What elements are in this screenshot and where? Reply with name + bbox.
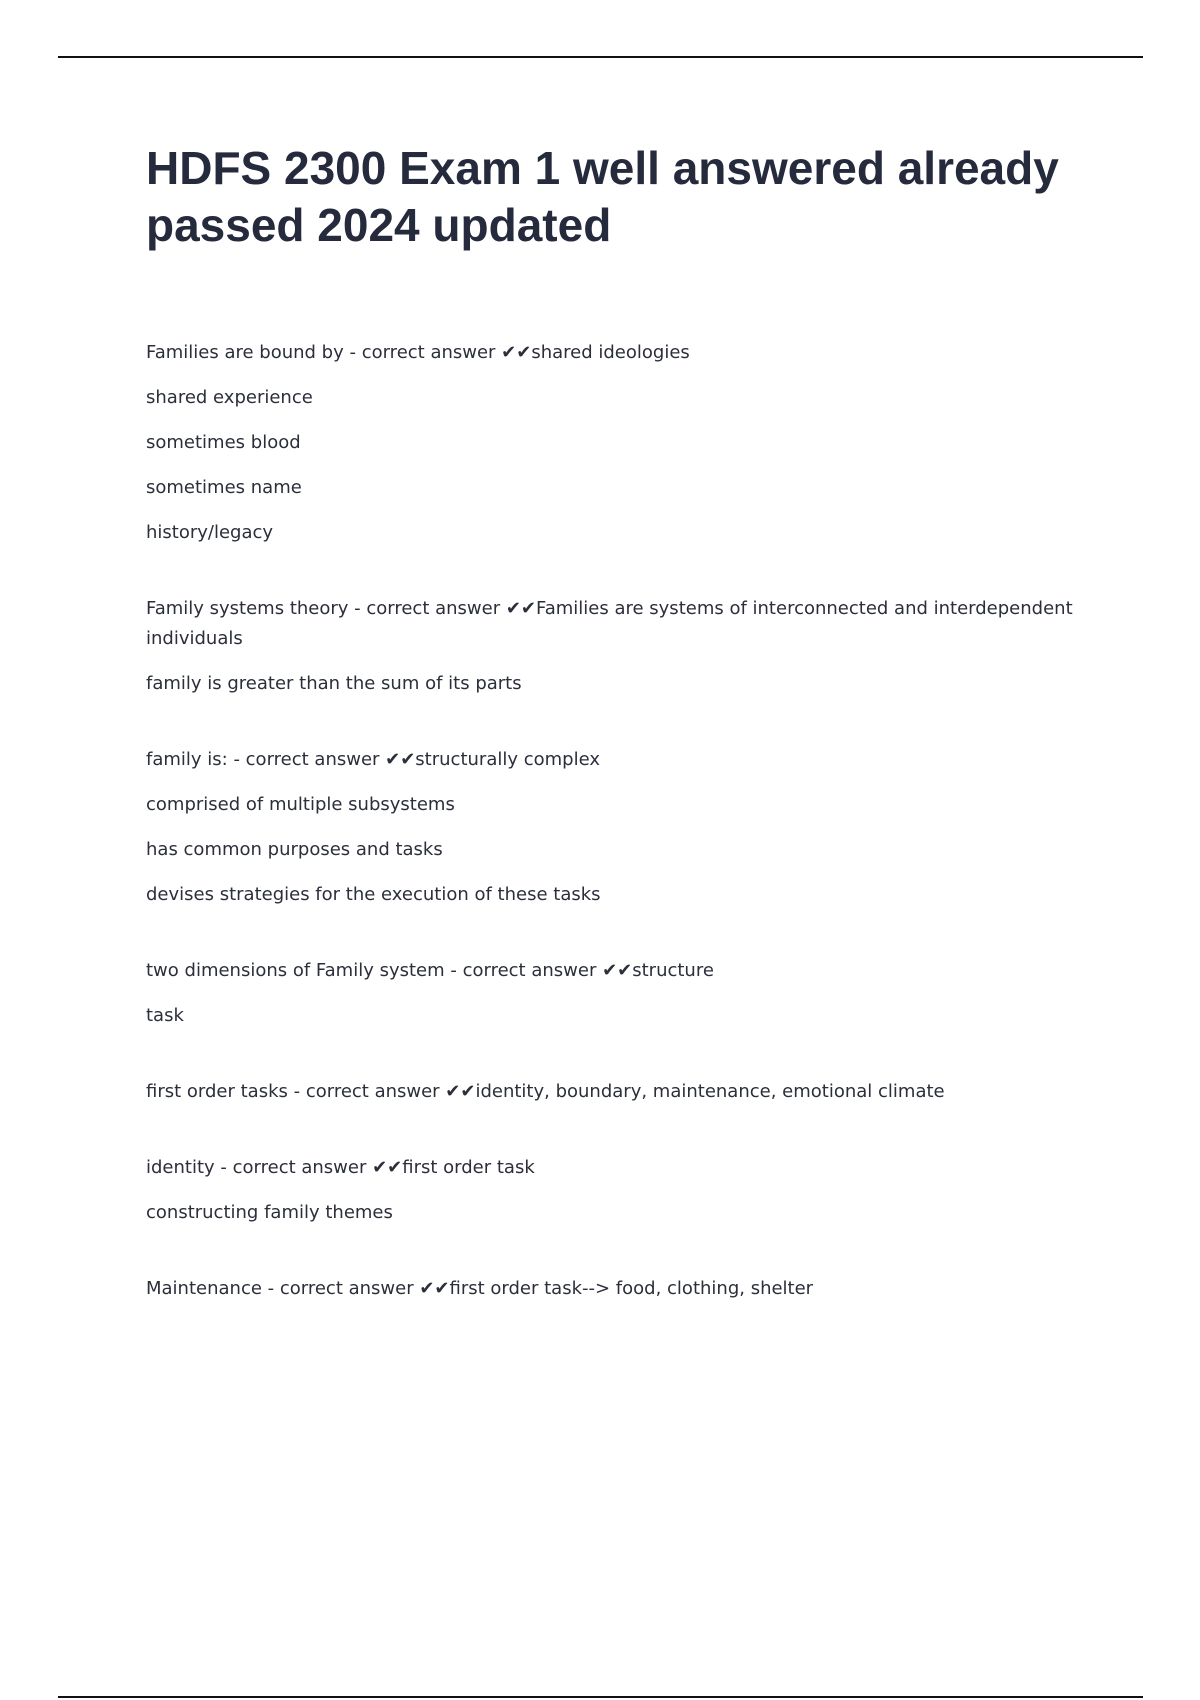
top-divider [58,56,1143,58]
qa-question: two dimensions of Family system - correct answer ✔✔structure [146,960,714,981]
qa-answer-line: sometimes name [146,477,302,498]
qa-answer-line: has common purposes and tasks [146,839,443,860]
qa-answer-line: constructing family themes [146,1202,393,1223]
qa-question: family is: - correct answer ✔✔structurally complex [146,749,600,770]
bottom-divider [58,1696,1143,1698]
qa-item-family-is [146,745,1086,910]
qa-question: Family systems theory - correct answer ✔✔Families are systems of interconnected and interdependent individuals [146,598,1073,649]
qa-question: identity - correct answer ✔✔first order task [146,1157,535,1178]
qa-answer-line: history/legacy [146,522,274,543]
document-body [146,140,1086,1350]
qa-item-family-systems-theory [146,594,1086,699]
qa-question: Maintenance - correct answer ✔✔first order task--> food, clothing, shelter [146,1278,814,1299]
qa-answer-line: sometimes blood [146,432,301,453]
qa-item-families-bound-by [146,338,1086,548]
qa-answer-line: devises strategies for the execution of these tasks [146,884,601,905]
qa-item-two-dimensions [146,956,1086,1031]
qa-item-first-order-tasks [146,1077,1086,1107]
qa-question: first order tasks - correct answer ✔✔identity, boundary, maintenance, emotional climate [146,1081,945,1102]
qa-item-identity [146,1153,1086,1228]
qa-list [146,338,1086,1304]
qa-answer-line: shared experience [146,387,313,408]
qa-question: Families are bound by - correct answer ✔✔shared ideologies [146,342,690,363]
qa-answer-line: task [146,1005,184,1026]
qa-answer-line: family is greater than the sum of its parts [146,673,522,694]
document-title: HDFS 2300 Exam 1 well answered already passed 2024 updated [146,142,1059,251]
qa-answer-line: comprised of multiple subsystems [146,794,455,815]
qa-item-maintenance [146,1274,1086,1304]
